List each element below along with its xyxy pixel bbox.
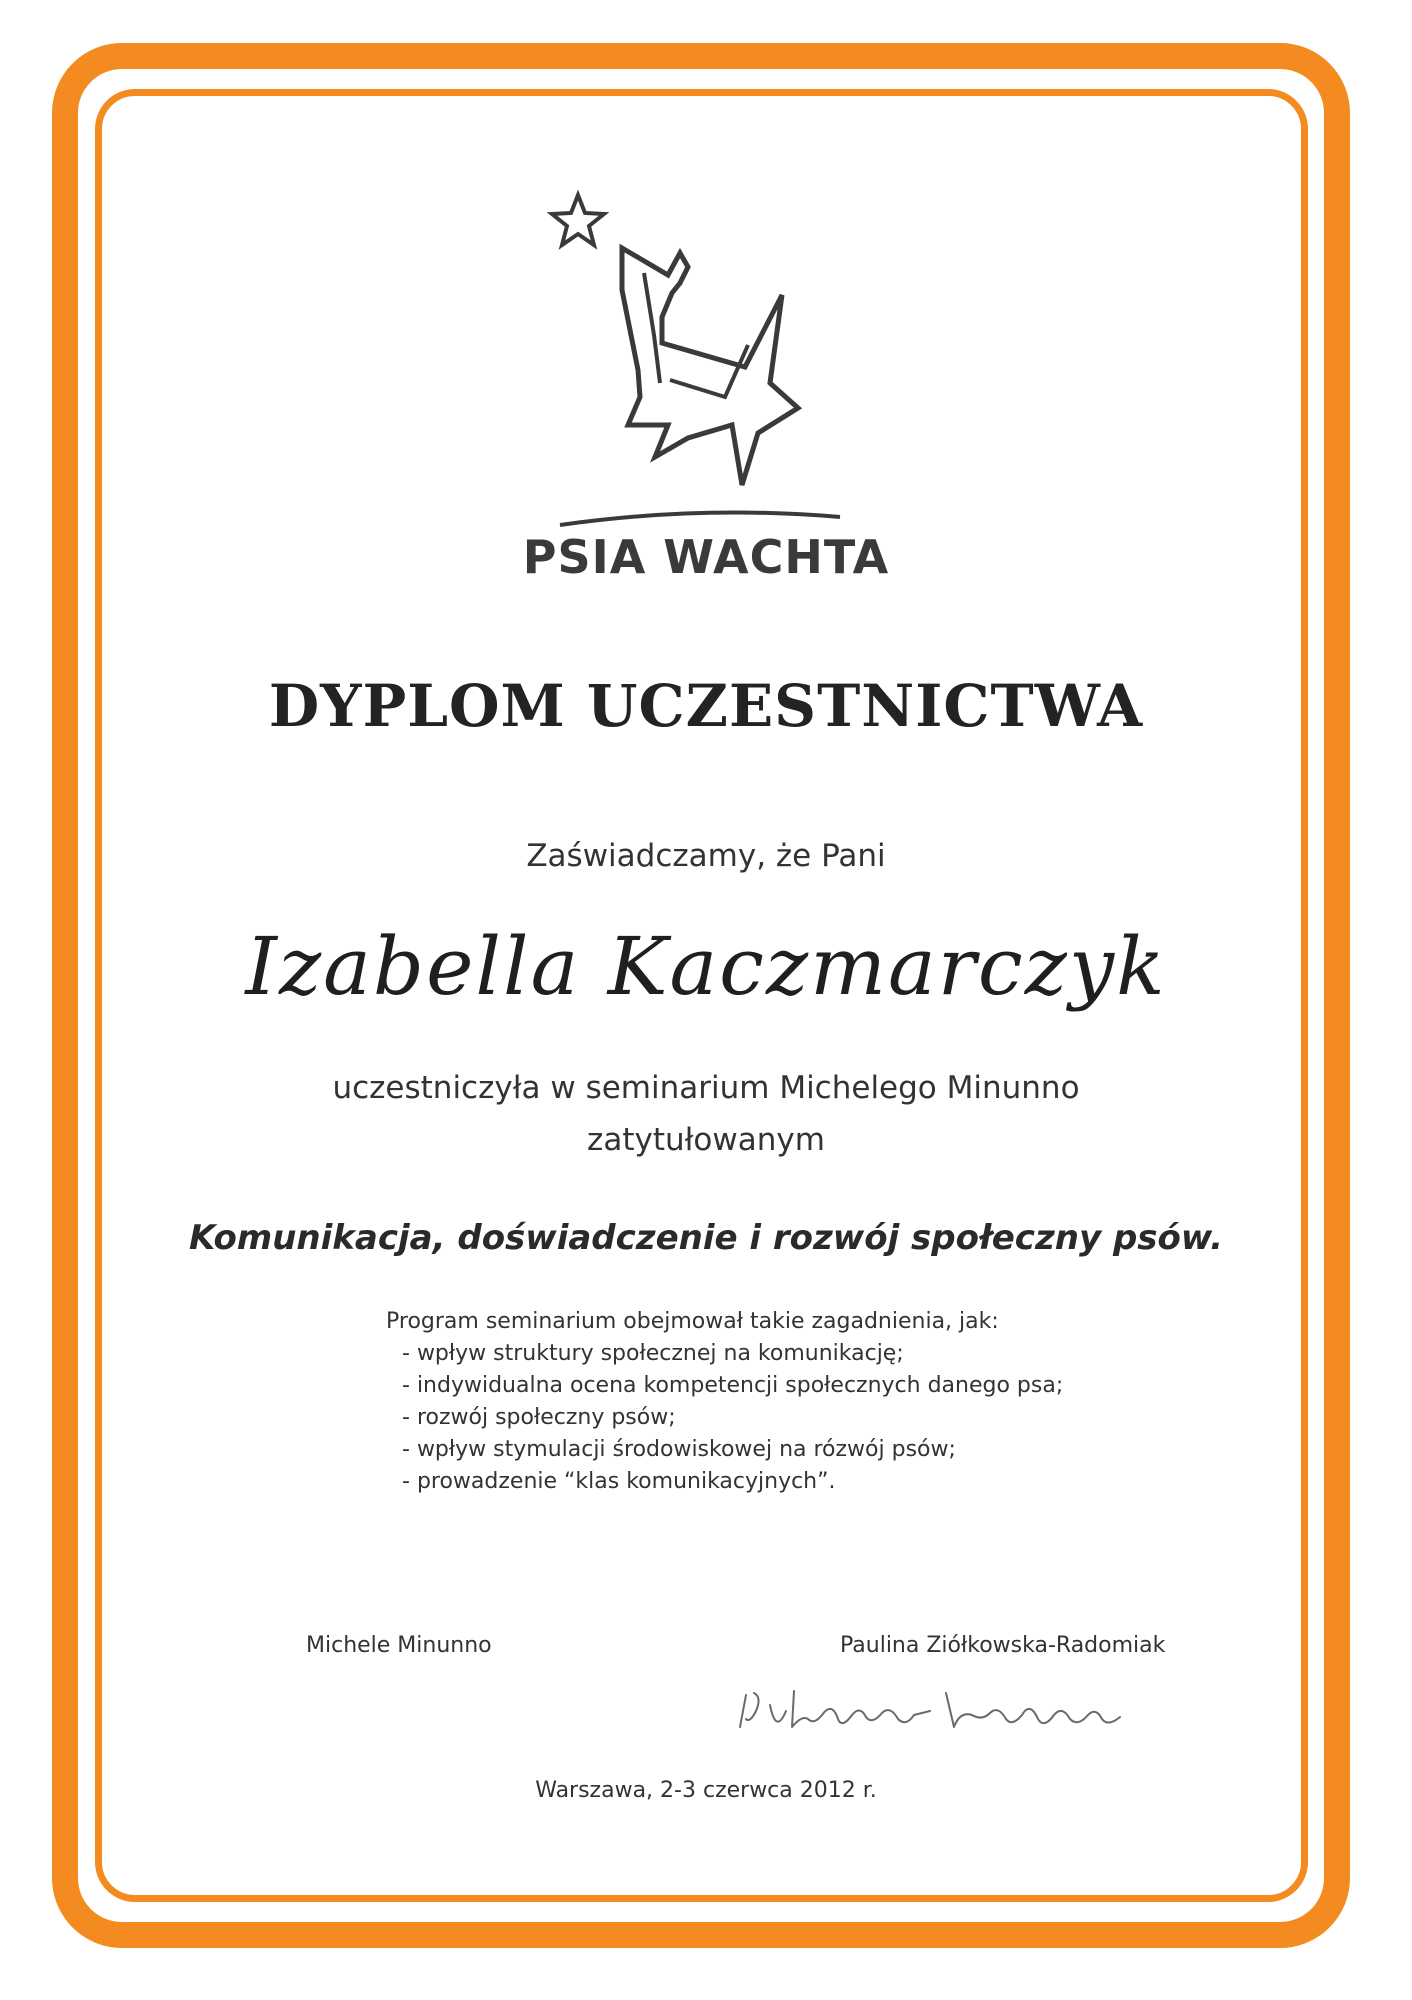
seminar-title: Komunikacja, doświadczenie i rozwój społeczny psów. [188,1218,1224,1258]
program-topic: - wpływ struktury społecznej na komunikację; [402,1338,1106,1370]
diploma-title: DYPLOM UCZESTNICTWA [268,672,1144,740]
program-topic: - indywidualna ocena kompetencji społecznych danego psa; [402,1370,1106,1402]
handwritten-signature [732,1675,1242,1745]
program-intro: Program seminarium obejmował takie zagadnienia, jak: [386,1309,999,1334]
certify-line: Zaświadczamy, że Pani [526,838,886,874]
program-topic: - wpływ stymulacji środowiskowej na rózwój psów; [402,1434,1106,1466]
place-and-date: Warszawa, 2-3 czerwca 2012 r. [535,1778,877,1803]
program-topic: - prowadzenie “klas komunikacyjnych”. [402,1466,1106,1498]
signatory-name-right: Paulina Ziółkowska-Radomiak [840,1633,1166,1658]
signatory-name-left: Michele Minunno [306,1633,492,1658]
participation-line-2: zatytułowanym [587,1122,825,1158]
program-topic-list [386,1338,1106,1498]
program-topic: - rozwój społeczny psów; [402,1402,1106,1434]
recipient-name: Izabella Kaczmarczyk [245,920,1167,1013]
organization-name: PSIA WACHTA [522,530,890,584]
program-section [386,1306,1106,1498]
participation-line: uczestniczyła w seminarium Michelego Minunno [332,1070,1080,1106]
dog-and-star-logo-icon [510,175,890,535]
